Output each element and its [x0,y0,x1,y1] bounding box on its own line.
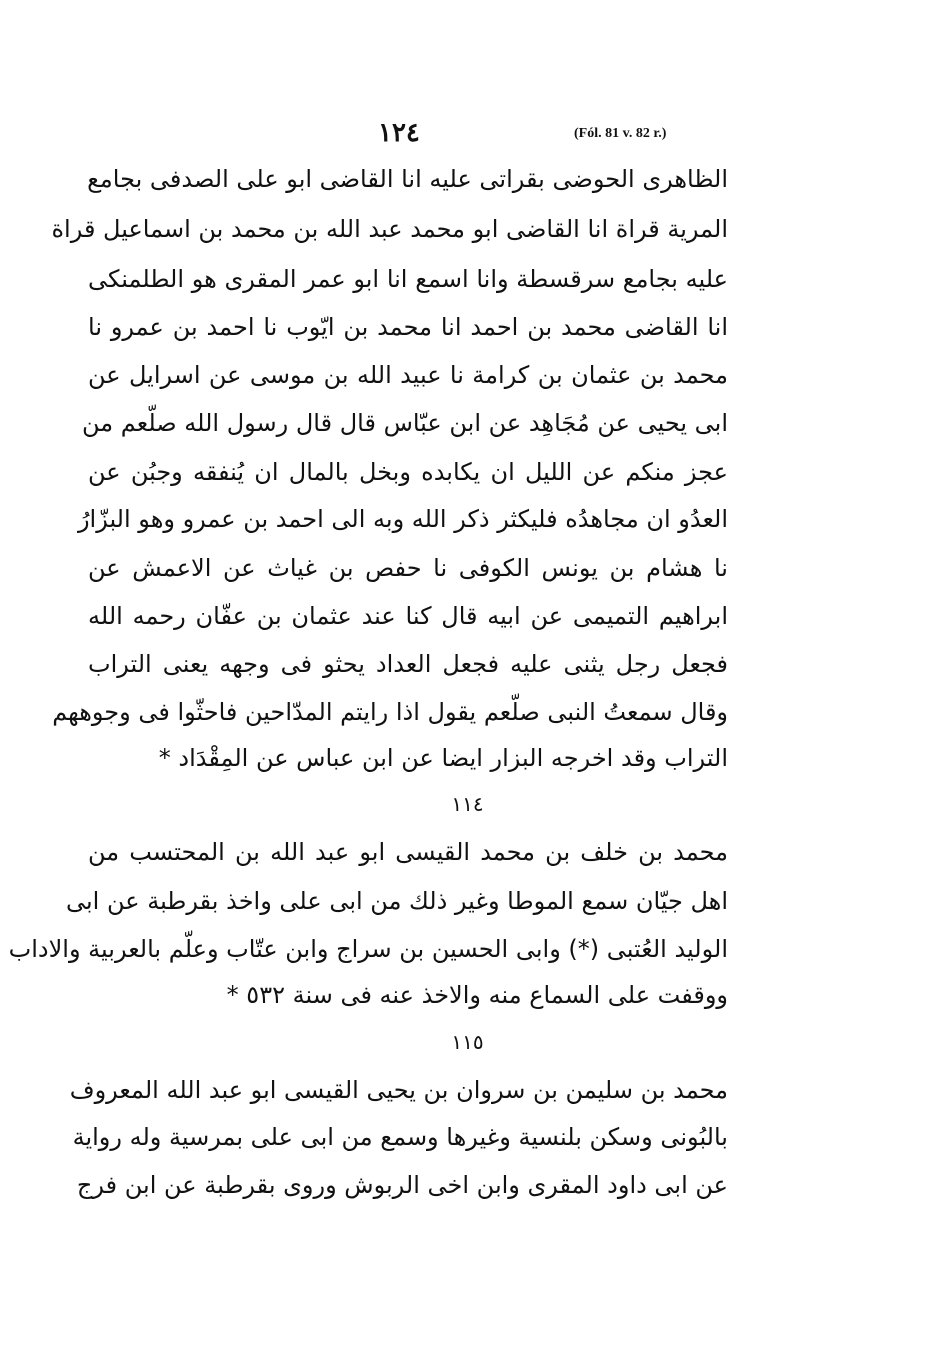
text-line: ابى يحيى عن مُجَاهِد عن ابن عبّاس قال قال رسول الله صلّعم من [82,409,728,437]
text-line: انا القاضى محمد بن احمد انا محمد بن ايّوب نا احمد بن عمرو نا [88,313,728,341]
text-line: وقال سمعتُ النبى صلّعم يقول اذا رايتم المدّاحين فاحثّوا فى وجوههم [52,698,728,726]
text-line: ابراهيم التميمى عن ابيه قال كنا عند عثمان بن عفّان رحمه الله [88,602,728,630]
folio-reference: (Fól. 81 v. 82 r.) [574,126,667,141]
text-line: اهل جيّان سمع الموطا وغير ذلك من ابى على واخذ بقرطبة عن ابى [66,887,728,915]
text-line: الظاهرى الحوضى بقراتى عليه انا القاضى ابو على الصدفى بجامع [87,165,728,193]
text-line: الوليد العُتبى (*) وابى الحسين بن سراج وابن عتّاب وعلّم بالعربية والاداب [8,935,728,963]
page-number: ١٢٤ [378,118,420,148]
text-line: التراب وقد اخرجه البزار ايضا عن ابن عباس عن المِقْدَاد * [158,744,728,772]
entry-number: ١١٤ [451,792,484,816]
text-line: عجز منكم عن الليل ان يكابده وبخل بالمال ان يُنفقه وجبُن عن [88,458,728,486]
page-header [0,118,935,148]
text-line: محمد بن عثمان بن كرامة نا عبيد الله بن موسى عن اسرايل عن [88,361,728,389]
text-line: محمد بن خلف بن محمد القيسى ابو عبد الله بن المحتسب من [88,838,728,866]
text-line: عن ابى داود المقرى وابن اخى الربوش وروى بقرطبة عن ابن فرج [76,1171,728,1199]
text-line: فجعل رجل يثنى عليه فجعل العداد يحثو فى وجهه يعنى التراب [88,650,728,678]
text-line: عليه بجامع سرقسطة وانا اسمع انا ابو عمر المقرى هو الطلمنكى [88,265,728,293]
text-line: العدُو ان مجاهدُه فليكثر ذكر الله وبه الى احمد بن عمرو وهو البزّارُ [77,505,728,533]
text-line: بالبُونى وسكن بلنسية وغيرها وسمع من ابى على بمرسية وله رواية [72,1123,728,1151]
text-line: ووقفت على السماع منه والاخذ عنه فى سنة ٥٣٢ * [226,981,728,1009]
entry-number: ١١٥ [451,1030,484,1054]
text-line: محمد بن سليمن بن سروان بن يحيى القيسى ابو عبد الله المعروف [69,1076,728,1104]
text-line: نا هشام بن يونس الكوفى نا حفص بن غياث عن الاعمش عن [88,554,728,582]
text-line: المرية قراة انا القاضى ابو محمد عبد الله بن محمد بن اسماعيل قراة [51,215,728,243]
